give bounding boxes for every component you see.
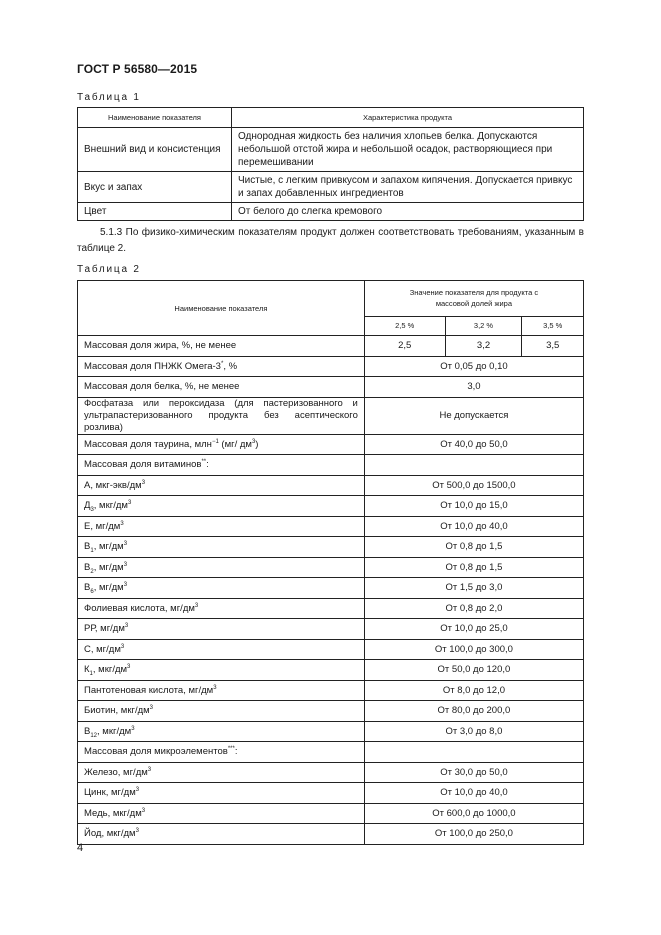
table2-cell-value [364, 742, 583, 763]
table2-cell-value: От 8,0 до 12,0 [364, 680, 583, 701]
table-row [78, 356, 584, 377]
table2-cell-value [364, 455, 583, 476]
table-row [78, 516, 584, 537]
name-part-name: Железо, мг/дм [84, 766, 148, 778]
name-part-tail: (мг/ дм [218, 438, 252, 450]
name-part-sup: 3 [135, 828, 139, 835]
name-part-tail: , % [223, 360, 238, 372]
name-part-sup: 3 [120, 643, 125, 650]
name-part-name: Биотин, мкг/дм [84, 705, 150, 717]
table2-cell-value: От 10,0 до 40,0 [364, 516, 583, 537]
table2-cell-name [78, 701, 365, 722]
table-row [78, 701, 584, 722]
table2-cell-name [78, 639, 365, 660]
name-part-name: Массовая доля жира, %, не менее [84, 340, 237, 352]
table-row [78, 377, 584, 398]
table2-cell-value: От 0,8 до 1,5 [364, 557, 583, 578]
table-row [78, 203, 584, 221]
table1-col-header-characteristic: Характеристика продукта [232, 108, 584, 128]
name-part-sup: * [220, 360, 224, 367]
table2-cell-name [78, 762, 365, 783]
table2-cell-name [78, 660, 365, 681]
name-part-name: Массовая доля белка, %, не менее [84, 381, 240, 393]
table1-cell-value: Чистые, с легким привкусом и запахом кипячения. Допускается привкус и запах добавленных ингредиентов [232, 172, 584, 203]
table2-cell-name [78, 783, 365, 804]
table2-cell-name [78, 557, 365, 578]
name-part-sup2: 3 [251, 438, 256, 445]
table2-cell-name [78, 721, 365, 742]
table-row [78, 496, 584, 517]
table2-cell-name [78, 356, 365, 377]
table2-cell-value: Не допускается [364, 397, 583, 434]
name-part-sup: 3 [141, 807, 146, 814]
name-part-sub: 1 [89, 671, 93, 678]
table1-col-header-name: Наименование показателя [78, 108, 232, 128]
table2-cell-name [78, 455, 365, 476]
name-part-sup: 3 [213, 684, 217, 691]
name-part-sup2: 3 [123, 582, 128, 589]
name-part-sub: 1 [90, 548, 94, 555]
table2-cell-value: От 10,0 до 15,0 [364, 496, 583, 517]
name-part-sup2: 3 [123, 561, 128, 568]
name-part-name: Массовая доля витаминов [84, 459, 202, 471]
table2-col-header-value: Значение показателя для продукта с массовой долей жира [364, 281, 583, 317]
table1-cell-name: Вкус и запах [78, 172, 232, 203]
table2-cell-value: От 50,0 до 120,0 [364, 660, 583, 681]
name-part-sup: −1 [211, 438, 219, 445]
name-part-sub: 6 [90, 589, 94, 596]
page-number: 4 [77, 842, 84, 854]
document-header: ГОСТ Р 56580—2015 [77, 62, 198, 76]
name-part-name: Д [84, 500, 91, 512]
name-part-name: В [84, 582, 91, 594]
name-part-name: Массовая доля ПНЖК Омега-3 [84, 360, 221, 372]
table2-cell-value: От 100,0 до 300,0 [364, 639, 583, 660]
table-row [78, 619, 584, 640]
table2-cell-name [78, 516, 365, 537]
name-part-name: Массовая доля микроэлементов [84, 746, 228, 758]
table2-cell-value: От 0,8 до 2,0 [364, 598, 583, 619]
table-row [78, 824, 584, 845]
table2-caption: Таблица 2 [77, 264, 141, 275]
table2-cell-name [78, 680, 365, 701]
table1 [77, 107, 584, 221]
table2-cell-value: От 10,0 до 40,0 [364, 783, 583, 804]
table-row [78, 680, 584, 701]
table2-cell-name [78, 537, 365, 558]
name-part-sup: 3 [149, 705, 154, 712]
paragraph-5-1-3: 5.1.3 По физико-химическим показателям продукт должен соответствовать требованиям, указанным в таблице 2. [77, 227, 584, 254]
name-part-name: В [84, 725, 91, 737]
table-row [78, 803, 584, 824]
table-row [78, 762, 584, 783]
table-row [78, 598, 584, 619]
name-part-sub: 2 [90, 568, 94, 575]
name-part-tail: : [206, 459, 209, 471]
name-part-sup: 3 [194, 602, 199, 609]
table2-cell-value: 3,2 [445, 336, 522, 357]
name-part-name: РР, мг/дм [84, 623, 125, 635]
table-row [78, 783, 584, 804]
table2-cell-name [78, 619, 365, 640]
table-row [78, 172, 584, 203]
name-part-name: В [84, 541, 91, 553]
table2-cell-name [78, 578, 365, 599]
name-part-tail: , мг/дм [93, 541, 124, 553]
name-part-name: К [84, 664, 90, 676]
table2-cell-name [78, 397, 365, 434]
table2-cell-name [78, 803, 365, 824]
table2-col-header-name: Наименование показателя [78, 281, 365, 336]
name-part-sup: ** [201, 459, 207, 466]
name-part-sup: 3 [120, 520, 124, 527]
table1-cell-value: Однородная жидкость без наличия хлопьев белка. Допускаются небольшой отстой жира и небольшой осадок, растворяющиеся при перемешивании [232, 128, 584, 172]
table2-cell-value: От 3,0 до 8,0 [364, 721, 583, 742]
table2-cell-value: От 0,05 до 0,10 [364, 356, 583, 377]
table2-cell-name [78, 336, 365, 357]
table-row [78, 128, 584, 172]
table2-cell-name [78, 742, 365, 763]
table-row [78, 397, 584, 434]
name-part-sup2: 3 [127, 500, 132, 507]
name-part-tail: , мг/дм [93, 561, 124, 573]
table1-cell-name: Внешний вид и консистенция [78, 128, 232, 172]
name-part-tail: : [234, 746, 238, 758]
name-part-sub: 12 [90, 732, 98, 739]
table2-cell-name [78, 434, 365, 455]
name-part-sup: 3 [141, 479, 146, 486]
name-part-sup: *** [227, 746, 235, 753]
table-row [78, 434, 584, 455]
name-part-sup2: 3 [123, 541, 128, 548]
name-part-tail: , мкг/дм [93, 500, 128, 512]
name-part-tail2: ) [255, 438, 259, 450]
name-part-name: В [84, 561, 91, 573]
table2-cell-value: От 40,0 до 50,0 [364, 434, 583, 455]
name-part-tail: , мкг/дм [97, 725, 132, 737]
table-row [78, 475, 584, 496]
name-part-name: Фолиевая кислота, мг/дм [84, 602, 195, 614]
table2-cell-value: 3,0 [364, 377, 583, 398]
fat-column-header: 2,5 % [364, 316, 445, 335]
table-row [78, 455, 584, 476]
table-row [78, 742, 584, 763]
name-part-name: Пантотеновая кислота, мг/дм [84, 684, 214, 696]
name-part-name: Йод, мкг/дм [84, 828, 136, 840]
name-part-name: Фосфатаза или пероксидаза (для пастеризованного и ультрапастеризованного продукта без асептического розлива) [84, 397, 358, 433]
name-part-sup2: 3 [127, 664, 131, 671]
table2-cell-name [78, 377, 365, 398]
fat-column-header: 3,5 % [522, 316, 584, 335]
table2-cell-value: 3,5 [522, 336, 584, 357]
table2-cell-value: От 600,0 до 1000,0 [364, 803, 583, 824]
name-part-name: Цинк, мг/дм [84, 787, 136, 799]
table2-cell-name [78, 496, 365, 517]
table2-cell-value: От 500,0 до 1500,0 [364, 475, 583, 496]
table1-header-row [78, 108, 584, 128]
table2-cell-name [78, 598, 365, 619]
table2 [77, 280, 584, 845]
table2-cell-value: 2,5 [364, 336, 445, 357]
table-row [78, 336, 584, 357]
table2-body [78, 336, 584, 845]
name-part-sub: 3 [90, 507, 94, 514]
table1-cell-value: От белого до слегка кремового [232, 203, 584, 221]
table2-cell-name [78, 824, 365, 845]
table2-cell-value: От 80,0 до 200,0 [364, 701, 583, 722]
table-row [78, 578, 584, 599]
name-part-sup: 3 [135, 787, 140, 794]
name-part-name: А, мкг-экв/дм [84, 479, 142, 491]
table2-header-row [78, 281, 584, 317]
fat-column-header: 3,2 % [445, 316, 522, 335]
name-part-name: С, мг/дм [84, 643, 121, 655]
name-part-name: Массовая доля таурина, млн [84, 438, 212, 450]
table1-cell-name: Цвет [78, 203, 232, 221]
table-row [78, 537, 584, 558]
name-part-tail: , мкг/дм [92, 664, 128, 676]
table1-caption: Таблица 1 [77, 92, 141, 103]
name-part-tail: , мг/дм [93, 582, 124, 594]
name-part-name: Е, мг/дм [84, 520, 121, 532]
table-row [78, 721, 584, 742]
name-part-sup: 3 [147, 766, 152, 773]
table2-cell-value: От 30,0 до 50,0 [364, 762, 583, 783]
name-part-sup: 3 [124, 623, 129, 630]
name-part-sup2: 3 [131, 725, 135, 732]
table-row [78, 557, 584, 578]
name-part-name: Медь, мкг/дм [84, 807, 142, 819]
table2-cell-value: От 100,0 до 250,0 [364, 824, 583, 845]
table2-cell-value: От 10,0 до 25,0 [364, 619, 583, 640]
table2-cell-value: От 0,8 до 1,5 [364, 537, 583, 558]
table2-cell-name [78, 475, 365, 496]
table-row [78, 639, 584, 660]
table2-cell-value: От 1,5 до 3,0 [364, 578, 583, 599]
table-row [78, 660, 584, 681]
